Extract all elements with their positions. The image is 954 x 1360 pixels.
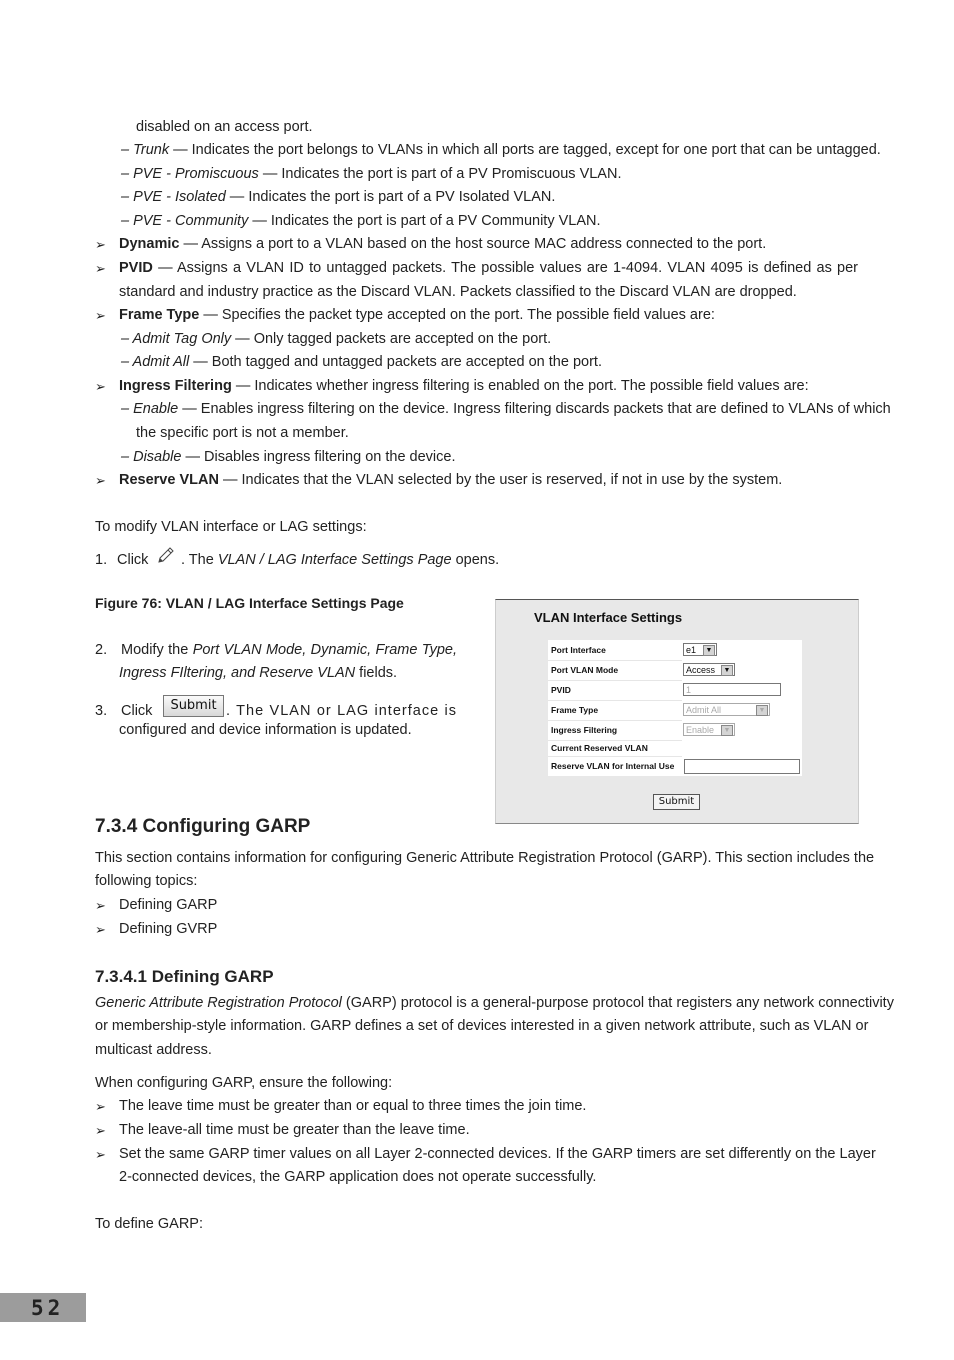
admit-tag-desc: — Only tagged packets are accepted on the port. — [231, 331, 552, 347]
reserve-item — [119, 471, 782, 489]
step1-mid: . The — [181, 552, 218, 568]
topic-defining-garp: Defining GARP — [119, 897, 218, 913]
pve-community-item — [121, 212, 601, 230]
pvid-item — [119, 259, 858, 277]
admit-all-item — [121, 353, 602, 371]
garp-ensure-intro: When configuring GARP, ensure the following: — [95, 1075, 393, 1091]
trunk-term: – Trunk — [121, 142, 170, 158]
garp-intro-line2: following topics: — [95, 873, 198, 889]
step2-line2 — [119, 664, 397, 682]
disable-item — [121, 448, 455, 466]
frame-type-item — [119, 306, 715, 324]
enable-desc-line1: — Enables ingress filtering on the device. Ingress filtering discards packets that are defined to VLANs of which — [178, 401, 891, 417]
frame-type-select[interactable] — [683, 703, 770, 716]
pve-community-desc: — Indicates the port is part of a PV Community VLAN. — [248, 213, 601, 229]
step2-line1 — [121, 641, 457, 659]
pvid-desc-line1: — Assigns a VLAN ID to untagged packets. The possible values are 1-4094. VLAN 4095 is defined as per — [152, 260, 858, 276]
bullet-icon: ➢ — [95, 261, 106, 276]
pvid-input[interactable]: 1 — [683, 683, 781, 696]
admit-all-desc: — Both tagged and untagged packets are accepted on the port. — [189, 354, 602, 370]
disable-desc: — Disables ingress filtering on the device. — [181, 449, 456, 465]
page-number: 52 — [31, 1296, 65, 1320]
trunk-item — [121, 141, 881, 159]
bullet-icon: ➢ — [95, 1123, 106, 1138]
garp-rule-3-line1: Set the same GARP timer values on all Layer 2-connected devices. If the GARP timers are set differently on the Layer — [119, 1146, 876, 1162]
step1-post: opens. — [451, 552, 500, 568]
step2-post: fields. — [355, 665, 398, 681]
garp-para-line3: multicast address. — [95, 1042, 212, 1058]
garp-rule-1: The leave time must be greater than or equal to three times the join time. — [119, 1098, 587, 1114]
trunk-desc: — Indicates the port belongs to VLANs in which all ports are tagged, except for one port that can be untagged. — [169, 142, 881, 158]
subsection-heading-defining-garp: 7.3.4.1 Defining GARP — [95, 967, 274, 986]
port-interface-select[interactable] — [683, 643, 717, 656]
ingress-item — [119, 377, 809, 395]
bullet-icon: ➢ — [95, 379, 106, 394]
step2-pre: Modify the — [121, 642, 193, 658]
frame-type-desc: — Specifies the packet type accepted on the port. The possible field values are: — [199, 307, 715, 323]
step1-text — [181, 551, 499, 569]
pve-isolated-term: – PVE - Isolated — [121, 189, 226, 205]
row-divider — [548, 660, 682, 661]
ingress-term: Ingress Filtering — [119, 378, 232, 394]
pve-promiscuous-item — [121, 165, 621, 183]
step1-click: Click — [117, 552, 149, 568]
row-divider — [548, 680, 682, 681]
garp-para-line1-rest: (GARP) protocol is a general-purpose protocol that registers any network connectivity — [341, 995, 894, 1011]
port-vlan-mode-label: Port VLAN Mode — [551, 665, 619, 675]
bullet-icon: ➢ — [95, 1147, 106, 1162]
row-divider — [548, 740, 682, 741]
admit-tag-item — [121, 330, 551, 348]
pve-isolated-desc: — Indicates the port is part of a PV Isolated VLAN. — [225, 189, 556, 205]
bullet-icon: ➢ — [95, 922, 106, 937]
admit-all-term: – Admit All — [121, 354, 190, 370]
ingress-filtering-label: Ingress Filtering — [551, 725, 618, 735]
pve-isolated-item — [121, 188, 555, 206]
step3-click: Click — [121, 703, 153, 719]
figure-caption: Figure 76: VLAN / LAG Interface Settings Page — [95, 595, 404, 611]
pve-community-term: – PVE - Community — [121, 213, 249, 229]
garp-rule-2: The leave-all time must be greater than the leave time. — [119, 1122, 470, 1138]
step2-number: 2. — [95, 642, 108, 658]
bullet-icon: ➢ — [95, 237, 106, 252]
row-divider — [548, 756, 682, 757]
garp-para-line2: or membership-style information. GARP defines a set of devices interested in a given network attribute, such as VLAN or — [95, 1018, 869, 1034]
dynamic-desc: — Assigns a port to a VLAN based on the host source MAC address connected to the port. — [179, 236, 767, 252]
reserve-term: Reserve VLAN — [119, 472, 219, 488]
garp-para-line1 — [95, 994, 894, 1012]
admit-tag-term: – Admit Tag Only — [121, 331, 232, 347]
ingress-desc: — Indicates whether ingress filtering is enabled on the port. The possible field values are: — [231, 378, 809, 394]
garp-term: Generic Attribute Registration Protocol — [95, 995, 342, 1011]
row-divider — [548, 720, 682, 721]
pve-promiscuous-term: – PVE - Promiscuous — [121, 166, 259, 182]
current-reserved-vlan-label: Current Reserved VLAN — [551, 743, 648, 753]
chevron-down-icon: ▼ — [703, 645, 715, 656]
section-heading-configuring-garp: 7.3.4 Configuring GARP — [95, 816, 311, 837]
port-interface-value: e1 — [686, 645, 697, 655]
bullet-icon: ➢ — [95, 898, 106, 913]
step2-fields-2: Ingress FIltering, and Reserve VLAN — [119, 665, 356, 681]
access-tail-text: disabled on an access port. — [136, 119, 313, 135]
bullet-icon: ➢ — [95, 308, 106, 323]
row-divider — [548, 700, 682, 701]
reserve-desc: — Indicates that the VLAN selected by the user is reserved, if not in use by the system. — [218, 472, 783, 488]
page-number-tab — [0, 1293, 86, 1322]
submit-button-inline[interactable]: Submit — [163, 695, 224, 717]
enable-desc-line2: the specific port is not a member. — [136, 425, 349, 441]
figure-title: VLAN Interface Settings — [534, 610, 683, 625]
figure-submit-button[interactable]: Submit — [653, 794, 700, 810]
step3-post1: . The VLAN or LAG interface is — [226, 703, 457, 719]
topic-defining-gvrp: Defining GVRP — [119, 921, 218, 937]
step3-post2: configured and device information is updated. — [119, 722, 412, 738]
pvid-desc-line2: standard and industry practice as the Discard VLAN. Packets classified to the Discard VLAN are dropped. — [119, 284, 797, 300]
garp-intro-line1: This section contains information for configuring Generic Attribute Registration Protocol (GARP). This section includes the — [95, 850, 875, 866]
bullet-icon: ➢ — [95, 1099, 106, 1114]
chevron-down-icon: ▼ — [721, 665, 733, 676]
step1-number: 1. — [95, 552, 108, 568]
ingress-filtering-select[interactable] — [683, 723, 735, 736]
step2-fields-1: Port VLAN Mode, Dynamic, Frame Type, — [192, 642, 457, 658]
chevron-down-icon: ▼ — [756, 705, 768, 716]
vlan-interface-settings-figure — [495, 599, 859, 824]
pvid-label: PVID — [551, 685, 571, 695]
frame-type-term: Frame Type — [119, 307, 200, 323]
procedure-intro: To modify VLAN interface or LAG settings: — [95, 519, 367, 535]
step3-number: 3. — [95, 703, 108, 719]
dynamic-term: Dynamic — [119, 236, 180, 252]
to-define-garp: To define GARP: — [95, 1216, 203, 1232]
reserve-vlan-internal-input[interactable] — [684, 759, 800, 774]
step1-page-name: VLAN / LAG Interface Settings Page — [217, 552, 452, 568]
settings-form — [548, 640, 802, 776]
ingress-filtering-value: Enable — [686, 725, 715, 735]
port-interface-label: Port Interface — [551, 645, 606, 655]
port-vlan-mode-select[interactable] — [683, 663, 735, 676]
pve-promiscuous-desc: — Indicates the port is part of a PV Promiscuous VLAN. — [258, 166, 622, 182]
frame-type-value: Admit All — [686, 705, 722, 715]
dynamic-item — [119, 235, 766, 253]
garp-rule-3-line2: 2-connected devices, the GARP application does not operate successfully. — [119, 1169, 597, 1185]
disable-term: – Disable — [121, 449, 182, 465]
frame-type-label: Frame Type — [551, 705, 599, 715]
reserve-vlan-internal-label: Reserve VLAN for Internal Use — [551, 761, 675, 771]
pvid-term: PVID — [119, 260, 153, 276]
enable-item — [121, 400, 891, 418]
enable-term: – Enable — [121, 401, 179, 417]
port-vlan-mode-value: Access — [686, 665, 716, 675]
bullet-icon: ➢ — [95, 473, 106, 488]
edit-pencil-icon[interactable] — [156, 545, 176, 565]
chevron-down-icon: ▼ — [721, 725, 733, 736]
